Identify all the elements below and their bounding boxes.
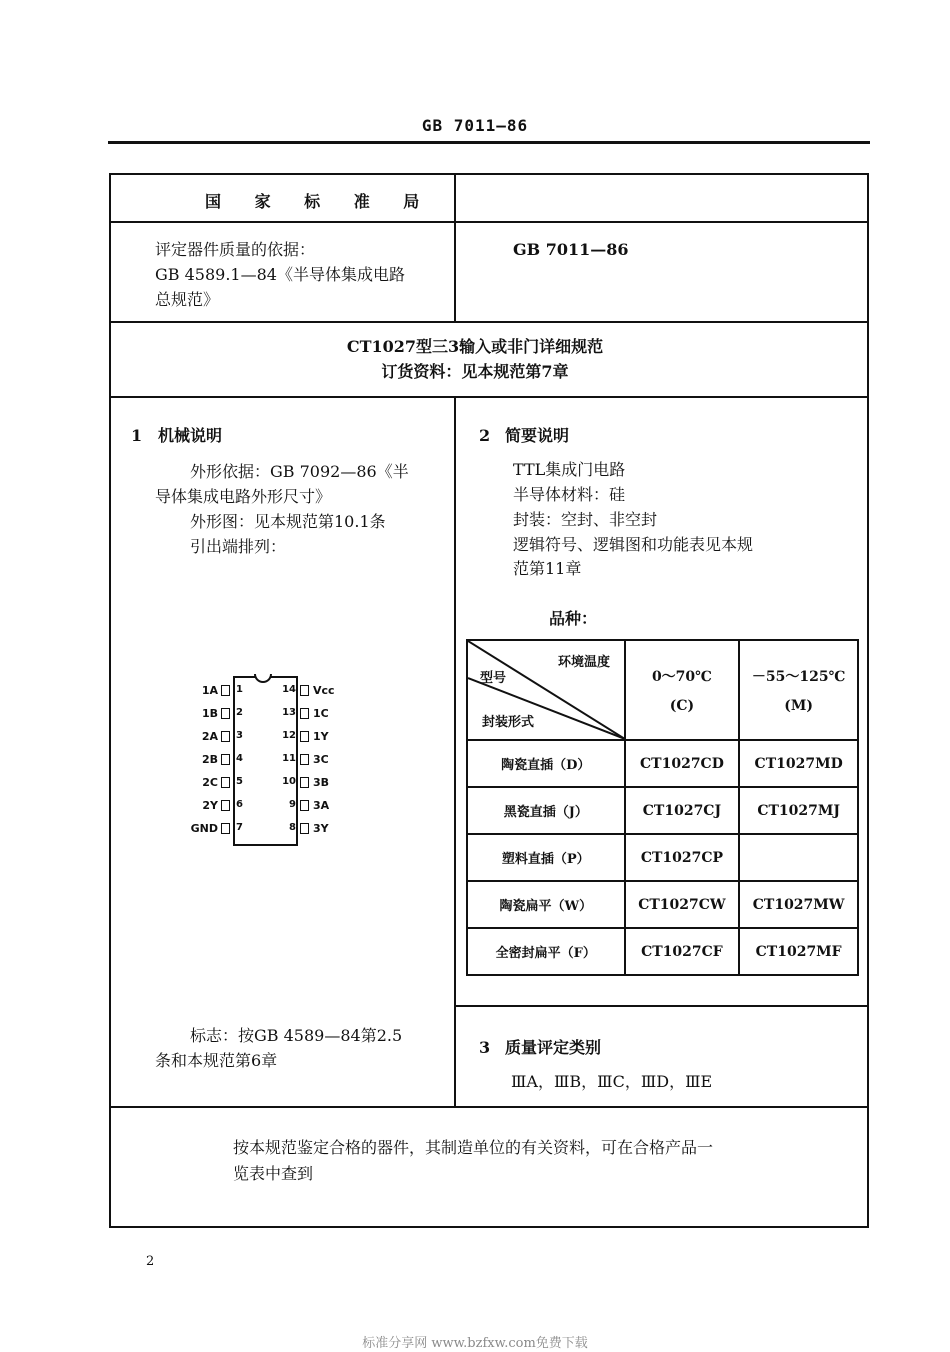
pin-number-right: 8 [289, 822, 296, 833]
pin-lead [221, 685, 230, 696]
m-grade-cell: CT1027MD [739, 740, 858, 787]
bottom-note-line-2: 览表中查到 [233, 1164, 314, 1183]
pin-name-left: 2Y [202, 799, 218, 812]
pkg-cell: 塑料直插（P） [467, 834, 625, 881]
section-1-heading: 机械说明 [158, 426, 223, 445]
col2-range: －55～125℃ [751, 669, 846, 685]
pin-name-left: 2A [201, 730, 218, 743]
pin-lead [221, 731, 230, 742]
col2-code: (M) [784, 698, 814, 714]
pin-lead [300, 800, 309, 811]
authority-name: 国 家 标 准 局 [205, 192, 434, 211]
col-header-military [739, 640, 858, 740]
row-divider-1 [109, 221, 869, 223]
pin-number-right: 12 [282, 730, 296, 741]
quality-classes: ⅢA，ⅢB，ⅢC，ⅢD，ⅢE [511, 1072, 713, 1091]
pin-name-right: Vcc [313, 684, 335, 697]
pin-number-left: 7 [236, 822, 243, 833]
col-divider-top [454, 173, 456, 322]
corner-package-form: 封装形式 [482, 715, 535, 730]
basis-line-1: GB 4589.1—84《半导体集成电路 [155, 265, 405, 284]
col1-code: (C) [669, 698, 695, 714]
pin-name-left: 2B [201, 753, 218, 766]
section-1-line-4: 引出端排列： [190, 537, 287, 556]
table-row [467, 740, 858, 787]
pin-number-left: 2 [236, 707, 243, 718]
pin-number-right: 9 [289, 799, 296, 810]
basis-label: 评定器件质量的依据： [155, 240, 316, 259]
section-2-line-3: 封装：空封、非空封 [513, 510, 658, 529]
pin-number-left: 3 [236, 730, 243, 741]
spec-title: CT1027型三3输入或非门详细规范 [346, 337, 604, 356]
m-grade-cell: CT1027MJ [739, 787, 858, 834]
pin-lead [300, 731, 309, 742]
col-divider-mid [454, 396, 456, 1107]
pin-lead [221, 777, 230, 788]
pin-lead [221, 708, 230, 719]
standard-no-cell: GB 7011—86 [513, 240, 629, 259]
pin-lead [300, 685, 309, 696]
table-row [467, 881, 858, 928]
table-row [467, 834, 858, 881]
c-grade-cell: CT1027CJ [625, 787, 740, 834]
pin-number-right: 13 [282, 707, 296, 718]
pin-lead [300, 708, 309, 719]
product-variety-table [466, 639, 859, 976]
section-2-line-4: 逻辑符号、逻辑图和功能表见本规 [513, 535, 754, 554]
marking-line-2: 条和本规范第6章 [155, 1051, 278, 1070]
row-divider-3 [109, 396, 869, 398]
section-2-line-1: TTL集成门电路 [513, 460, 626, 479]
row-divider-right [455, 1005, 869, 1007]
corner-ambient-temp: 环境温度 [558, 655, 611, 670]
pin-name-right: 1C [313, 707, 329, 720]
pin-name-right: 3B [313, 776, 330, 789]
pin-name-right: 3C [313, 753, 329, 766]
m-grade-cell [739, 834, 858, 881]
table-header-row [467, 640, 858, 740]
c-grade-cell: CT1027CP [625, 834, 740, 881]
m-grade-cell: CT1027MW [739, 881, 858, 928]
pkg-cell: 陶瓷扁平（W） [467, 881, 625, 928]
page-header-standard-no: GB 7011—86 [421, 116, 529, 135]
pin-lead [221, 754, 230, 765]
table-row [467, 928, 858, 975]
marking-line-1: 标志：按GB 4589—84第2.5 [190, 1026, 403, 1045]
corner-model: 型号 [480, 671, 507, 686]
pkg-cell: 全密封扁平（F） [467, 928, 625, 975]
row-divider-2 [109, 321, 869, 323]
basis-line-2: 总规范》 [155, 290, 220, 309]
pin-number-right: 11 [282, 753, 296, 764]
pin-number-left: 1 [236, 684, 243, 695]
table-corner-cell [467, 640, 625, 740]
page-number: 2 [146, 1254, 155, 1269]
pin-number-left: 5 [236, 776, 243, 787]
col1-range: 0～70℃ [651, 669, 712, 685]
pin-number-right: 14 [282, 684, 296, 695]
section-1-line-1: 外形依据：GB 7092—86《半 [190, 462, 409, 481]
pin-lead [221, 800, 230, 811]
section-2-line-5: 范第11章 [513, 559, 582, 578]
pkg-cell: 陶瓷直插（D） [467, 740, 625, 787]
row-divider-4 [109, 1106, 869, 1108]
col-header-commercial [625, 640, 740, 740]
table-row [467, 787, 858, 834]
bottom-note-line-1: 按本规范鉴定合格的器件，其制造单位的有关资料，可在合格产品一 [233, 1138, 714, 1157]
ordering-info: 订货资料：见本规范第7章 [381, 362, 569, 381]
section-2-heading: 简要说明 [505, 426, 570, 445]
pin-number-left: 6 [236, 799, 243, 810]
pin-number-right: 10 [282, 776, 296, 787]
c-grade-cell: CT1027CW [625, 881, 740, 928]
pin-name-left: GND [190, 822, 218, 835]
m-grade-cell: CT1027MF [739, 928, 858, 975]
section-1-line-2: 导体集成电路外形尺寸》 [155, 487, 332, 506]
c-grade-cell: CT1027CF [625, 928, 740, 975]
pin-name-left: 1A [201, 684, 218, 697]
c-grade-cell: CT1027CD [625, 740, 740, 787]
watermark-footer: 标准分享网 www.bzfxw.com免费下载 [362, 1336, 588, 1351]
section-2-number: 2 [479, 426, 491, 445]
variety-label: 品种： [549, 609, 598, 628]
pin-name-left: 1B [201, 707, 218, 720]
pin-name-left: 2C [202, 776, 218, 789]
section-1-line-3: 外形图：见本规范第10.1条 [190, 512, 386, 531]
section-1-number: 1 [131, 426, 143, 445]
header-rule [108, 141, 870, 144]
pin-name-right: 1Y [313, 730, 329, 743]
section-2-line-2: 半导体材料：硅 [513, 485, 626, 504]
pkg-cell: 黑瓷直插（J） [467, 787, 625, 834]
pin-name-right: 3Y [313, 822, 329, 835]
section-3-heading: 质量评定类别 [505, 1038, 602, 1057]
section-3-number: 3 [479, 1038, 491, 1057]
pin-number-left: 4 [236, 753, 243, 764]
pin-lead [300, 777, 309, 788]
pin-lead [300, 754, 309, 765]
pin-name-right: 3A [313, 799, 330, 812]
pin-lead [221, 823, 230, 834]
pin-lead [300, 823, 309, 834]
